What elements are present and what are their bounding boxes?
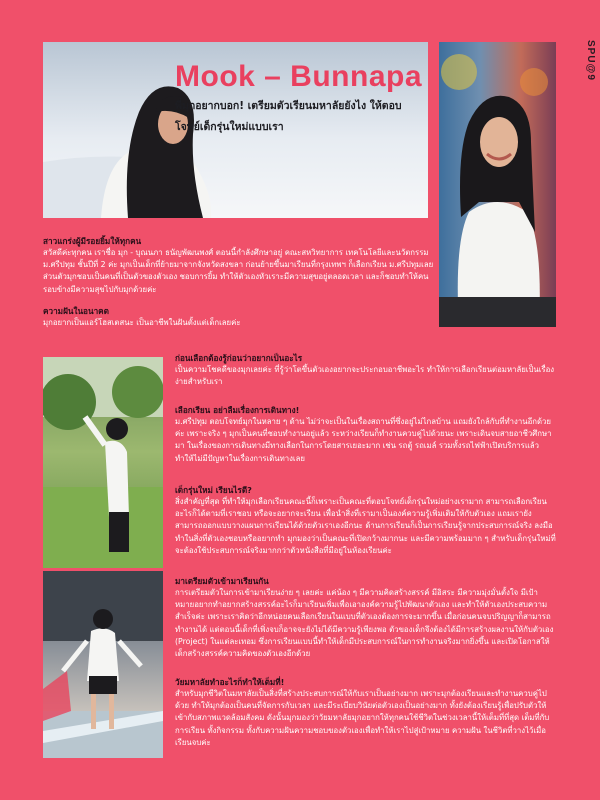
article-section	[175, 575, 557, 660]
article-section	[175, 484, 557, 557]
garden-photo	[43, 357, 163, 568]
section-body: สิ่งสำคัญที่สุด ที่ทำให้มุกเลือกเรียนคณะนี้ก็เพราะเป็นคณะที่ตอบโจทย์เด็กรุ่นใหม่อย่างเรามาก สามารถเลือกเรียนอะไรก็ได้ตามที่เราชอบ หรือจะอยากจะเรียน เพื่อนำสิ่งที่เรามาเป็นองค์ความรู้เพิ่มเติมให้กับตัวเอง แถมเรายังสามารถออกแบบวางแผนการเรียนได้ด้วยตัวเราเองอีกนะ ด้านการเรียนก็เป็นการเรียนรู้จากประสบการณ์จริง ลงมือทำในสิ่งที่ตัวเองชอบหรืออยากทำ มุกมองว่าเป็นคณะที่เปิดกว้างมากนะ และมีความพร้อมมาก ๆ สำหรับเด็กรุ่นใหม่ที่จะต้องใช้ประสบการณ์จริงมากกว่าตัวหนังสือที่มีอยู่ในห้องเรียนค่ะ	[175, 497, 556, 555]
section-body: การเตรียมตัวในการเข้ามาเรียนง่าย ๆ เลยค่ะ แค่น้อง ๆ มีความคิดสร้างสรรค์ มีอิสระ มีความมุ่งมั่นตั้งใจ มีเป้าหมายอยากทำอยากสร้างสรรค์อะไรก็มาเรียนเพิ่มเพื่อเอาองค์ความรู้ไปพัฒนาตัวเอง และทำให้ตัวเองประสบความสำเร็จค่ะ เพราะเราคิดว่าอีกหน่อยคนเลือกเรียนในแบบที่ตัวเองต้องการจะมากขึ้น เมื่อก่อนคนจบปริญญาก็สามารถทำงานได้ แต่ตอนนี้เด็กที่เพิ่งจบก็อาจจะยังไม่ได้มีความรู้เพียงพอ ตัวของเด็กจึงต้องได้มีการสร้างผลงานให้กับตัวเอง (Project) ในแต่ละเทอม ซึ่งการเรียนแบบนี้ทำให้เด็กมีประสบการณ์ในการทำงานจริงมากยิ่งขึ้น และเปิดโอกาสให้เด็กสร้างสรรค์ความคิดของตัวเองอีกด้วย	[175, 588, 554, 659]
street-illustration	[43, 571, 163, 758]
article-subtitle: พี่มุกอยากบอก! เตรียมตัวเรียนมหาลัยยังไง ให้ตอบโจทย์เด็กรุ่นใหม่แบบเรา	[175, 100, 402, 133]
section-heading: เลือกเรียน อย่าลืมเรื่องการเดินทาง!	[175, 405, 300, 415]
garden-illustration	[43, 357, 163, 568]
portrait-illustration	[439, 42, 556, 327]
section-heading: ก่อนเลือกต้องรู้ก่อนว่าอยากเป็นอะไร	[175, 353, 303, 363]
portrait-photo	[439, 42, 556, 327]
article-section	[175, 352, 557, 388]
section-heading: วัยมหาลัยทำอะไรก็ทำให้เต็มที่!	[175, 677, 285, 687]
street-photo	[43, 571, 163, 758]
magazine-side-label: SPU@9	[585, 40, 596, 81]
article-title: Mook – Bunnapa	[175, 60, 423, 93]
section-heading: เด็กรุ่นใหม่ เรียนไรดี?	[175, 485, 252, 495]
dream-section	[43, 305, 436, 329]
intro-heading: สาวแกร่งผู้มีรอยยิ้มให้ทุกคน	[43, 236, 142, 246]
section-body: สำหรับมุกชีวิตในมหาลัยเป็นสิ่งที่สร้างประสบการณ์ให้กับเราเป็นอย่างมาก เพราะมุกต้องเรียนและทำงานควบคู่ไปด้วย ทำให้มุกต้องเป็นคนที่จัดการกับเวลา และมีระเบียบวินัยต่อตัวเองเป็นอย่างมาก ทั้งยังต้องเรียนรู้เพื่อปรับตัวให้เข้ากับสภาพแวดล้อมสังคม ดังนั้นมุกมองว่าวัยมหาลัยมุกอยากให้ทุกคนใช้ชีวิตในช่วงเวลานี้ให้เต็มที่ที่สุด เต็มที่กับการเรียน ทั้งกิจกรรม ทั้งกับความฝันความชอบของตัวเองเพื่อทำให้เราไปสู่เป้าหมาย ความฝัน ในชีวิตที่วางไว้เมื่อเรียนจบค่ะ	[175, 689, 550, 747]
intro-section	[43, 235, 436, 296]
dream-body: มุกอยากเป็นแอร์โฮสเตสนะ เป็นอาชีพในฝันตั้งแต่เด็กเลยค่ะ	[43, 318, 241, 327]
section-body: เป็นความโชคดีของมุกเลยค่ะ ที่รู้ว่าโตขึ้นตัวเองอยากจะประกอบอาชีพอะไร ทำให้การเลือกเรียนต่อมหาลัยเป็นเรื่องง่ายสำหรับเรา	[175, 365, 555, 387]
section-heading: มาเตรียมตัวเข้ามาเรียนกัน	[175, 576, 269, 586]
section-body: ม.ศรีปทุม ตอบโจทย์มุกในหลาย ๆ ด้าน ไม่ว่าจะเป็นในเรื่องสถานที่ซึ่งอยู่ไม่ไกลบ้าน แถมยังใกล้กับที่ทำงานอีกด้วยค่ะ เพราะจริง ๆ มุกเป็นคนที่ชอบทำงานอยู่แล้ว ระหว่างเรียนก็ทำงานควบคู่ไปด้วยนะ เพราะเดินจบสายอาชีวศึกษามา ในเรื่องของการเดินทางมีทางเลือกในการโดยสารเยอะมาก เช่น รถตู้ รถเมล์ รวมทั้งรถไฟฟ้าเปิดบริการแล้วทำให้ไม่มีปัญหาในเรื่องการเดินทางเลย	[175, 417, 552, 463]
dream-heading: ความฝันในอนาคต	[43, 306, 109, 316]
intro-body: สวัสดีค่ะทุกคน เราชื่อ มุก - บุณนภา ธนัญพัฒนพงศ์ ตอนนี้กำลังศึกษาอยู่ คณะสหวิทยาการ เทคโนโลยีและนวัตกรรม ม.ศรีปทุม ชั้นปีที่ 2 ค่ะ มุกเป็นเด็กที่ย้ายมาจากจังหวัดสงขลา ก่อนย้ายขึ้นมาเรียนที่กรุงเทพฯ ก็เลือกเรียน ม.ศรีปทุมเลย ส่วนตัวมุกชอบเป็นคนที่เป็นตัวของตัวเอง ชอบการยิ้ม ทำให้ตัวเองหัวเราะมีความสุขอยู่ตลอดเวลา และก็ชอบทำให้คนรอบข้างมีความสุขไปกับมุกด้วยค่ะ	[43, 248, 434, 294]
article-section	[175, 676, 557, 749]
article-section	[175, 404, 557, 465]
